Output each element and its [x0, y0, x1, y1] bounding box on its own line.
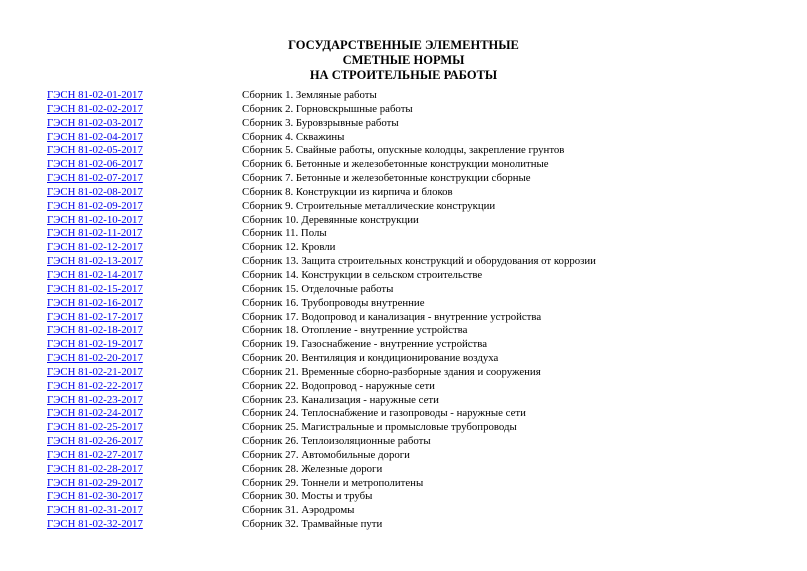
norm-code-link[interactable]: ГЭСН 81-02-29-2017	[47, 476, 143, 489]
norm-code-link[interactable]: ГЭСН 81-02-22-2017	[47, 379, 143, 392]
norm-collection-name: Сборник 18. Отопление - внутренние устройства	[242, 324, 468, 337]
norm-code-link[interactable]: ГЭСН 81-02-05-2017	[47, 144, 143, 157]
document-title	[0, 38, 807, 83]
norm-collection-name: Сборник 1. Земляные работы	[242, 89, 377, 101]
norm-collection-name: Сборник 14. Конструкции в сельском строительстве	[242, 268, 483, 281]
list-item	[0, 463, 807, 477]
list-item	[0, 103, 807, 117]
norm-collection-name: Сборник 7. Бетонные и железобетонные конструкции сборные	[242, 172, 531, 185]
norm-code-link[interactable]: ГЭСН 81-02-15-2017	[47, 282, 143, 295]
norm-collection-name: Сборник 21. Временные сборно-разборные здания и сооружения	[242, 365, 541, 378]
list-item	[0, 477, 807, 491]
norm-code-link[interactable]: ГЭСН 81-02-03-2017	[47, 116, 143, 129]
norm-collection-name: Сборник 20. Вентиляция и кондиционирование воздуха	[242, 352, 499, 365]
norm-collection-name: Сборник 30. Мосты и трубы	[242, 490, 373, 503]
norm-collection-name: Сборник 3. Буровзрывные работы	[242, 116, 399, 129]
norm-code-link[interactable]: ГЭСН 81-02-18-2017	[47, 324, 143, 337]
norm-code-link[interactable]: ГЭСН 81-02-30-2017	[47, 490, 143, 503]
norm-collection-name: Сборник 15. Отделочные работы	[242, 282, 394, 295]
list-item	[0, 200, 807, 214]
norm-code-link[interactable]: ГЭСН 81-02-11-2017	[47, 227, 143, 240]
norm-code-link[interactable]: ГЭСН 81-02-24-2017	[47, 407, 143, 420]
list-item	[0, 504, 807, 518]
norm-collection-name: Сборник 6. Бетонные и железобетонные конструкции монолитные	[242, 158, 549, 171]
list-item	[0, 311, 807, 325]
list-item	[0, 186, 807, 200]
list-item	[0, 214, 807, 228]
norm-collection-name: Сборник 28. Железные дороги	[242, 462, 383, 475]
norm-code-link[interactable]: ГЭСН 81-02-32-2017	[47, 518, 143, 531]
list-item	[0, 158, 807, 172]
list-item	[0, 131, 807, 145]
norm-code-link[interactable]: ГЭСН 81-02-21-2017	[47, 365, 143, 378]
list-item	[0, 366, 807, 380]
norm-code-link[interactable]: ГЭСН 81-02-26-2017	[47, 435, 143, 448]
norm-code-link[interactable]: ГЭСН 81-02-25-2017	[47, 421, 143, 434]
norm-collection-name: Сборник 23. Канализация - наружные сети	[242, 393, 439, 406]
norm-code-link[interactable]: ГЭСН 81-02-31-2017	[47, 504, 143, 517]
norm-collection-name: Сборник 4. Скважины	[242, 130, 345, 143]
norm-collection-name: Сборник 24. Теплоснабжение и газопроводы - наружные сети	[242, 407, 526, 420]
norm-code-link[interactable]: ГЭСН 81-02-07-2017	[47, 172, 143, 185]
norm-code-link[interactable]: ГЭСН 81-02-02-2017	[47, 102, 143, 115]
norm-code-link[interactable]: ГЭСН 81-02-14-2017	[47, 268, 143, 281]
list-item	[0, 380, 807, 394]
list-item	[0, 394, 807, 408]
list-item	[0, 283, 807, 297]
norm-collection-name: Сборник 32. Трамвайные пути	[242, 518, 383, 531]
list-item	[0, 352, 807, 366]
list-item	[0, 490, 807, 504]
title-line-1: ГОСУДАРСТВЕННЫЕ ЭЛЕМЕНТНЫЕ	[288, 38, 519, 52]
norm-code-link[interactable]: ГЭСН 81-02-04-2017	[47, 130, 143, 143]
norm-code-link[interactable]: ГЭСН 81-02-19-2017	[47, 338, 143, 351]
norm-code-link[interactable]: ГЭСН 81-02-10-2017	[47, 213, 143, 226]
list-item	[0, 144, 807, 158]
list-item	[0, 407, 807, 421]
norm-collection-name: Сборник 12. Кровли	[242, 241, 336, 254]
list-item	[0, 89, 807, 103]
list-item	[0, 172, 807, 186]
list-item	[0, 338, 807, 352]
norm-collection-name: Сборник 11. Полы	[242, 227, 327, 240]
norm-code-link[interactable]: ГЭСН 81-02-12-2017	[47, 241, 143, 254]
list-item	[0, 435, 807, 449]
norm-code-link[interactable]: ГЭСН 81-02-01-2017	[47, 89, 143, 101]
norm-collection-name: Сборник 13. Защита строительных конструкций и оборудования от коррозии	[242, 255, 596, 268]
norm-collection-name: Сборник 29. Тоннели и метрополитены	[242, 476, 424, 489]
norm-code-link[interactable]: ГЭСН 81-02-09-2017	[47, 199, 143, 212]
norms-list	[0, 89, 807, 532]
list-item	[0, 518, 807, 532]
norm-collection-name: Сборник 19. Газоснабжение - внутренние устройства	[242, 338, 488, 351]
norm-collection-name: Сборник 2. Горновскрышные работы	[242, 102, 413, 115]
norm-collection-name: Сборник 22. Водопровод - наружные сети	[242, 379, 435, 392]
list-item	[0, 227, 807, 241]
norm-collection-name: Сборник 27. Автомобильные дороги	[242, 448, 410, 461]
list-item	[0, 449, 807, 463]
norm-collection-name: Сборник 31. Аэродромы	[242, 504, 355, 517]
list-item	[0, 117, 807, 131]
norm-collection-name: Сборник 25. Магистральные и промысловые трубопроводы	[242, 421, 517, 434]
norm-collection-name: Сборник 17. Водопровод и канализация - внутренние устройства	[242, 310, 542, 323]
list-item	[0, 297, 807, 311]
list-item	[0, 269, 807, 283]
norm-code-link[interactable]: ГЭСН 81-02-20-2017	[47, 352, 143, 365]
norm-code-link[interactable]: ГЭСН 81-02-13-2017	[47, 255, 143, 268]
norm-code-link[interactable]: ГЭСН 81-02-06-2017	[47, 158, 143, 171]
norm-collection-name: Сборник 10. Деревянные конструкции	[242, 213, 419, 226]
title-line-2: СМЕТНЫЕ НОРМЫ	[342, 53, 465, 67]
title-line-3: НА СТРОИТЕЛЬНЫЕ РАБОТЫ	[309, 68, 498, 82]
norm-code-link[interactable]: ГЭСН 81-02-08-2017	[47, 185, 143, 198]
norm-collection-name: Сборник 26. Теплоизоляционные работы	[242, 435, 431, 448]
norm-code-link[interactable]: ГЭСН 81-02-17-2017	[47, 310, 143, 323]
norm-collection-name: Сборник 9. Строительные металлические конструкции	[242, 199, 496, 212]
norm-collection-name: Сборник 8. Конструкции из кирпича и блоков	[242, 185, 453, 198]
norm-collection-name: Сборник 16. Трубопроводы внутренние	[242, 296, 425, 309]
norm-code-link[interactable]: ГЭСН 81-02-27-2017	[47, 448, 143, 461]
norm-code-link[interactable]: ГЭСН 81-02-28-2017	[47, 462, 143, 475]
list-item	[0, 241, 807, 255]
list-item	[0, 324, 807, 338]
norm-code-link[interactable]: ГЭСН 81-02-23-2017	[47, 393, 143, 406]
list-item	[0, 255, 807, 269]
norm-code-link[interactable]: ГЭСН 81-02-16-2017	[47, 296, 143, 309]
norm-collection-name: Сборник 5. Свайные работы, опускные колодцы, закрепление грунтов	[242, 144, 565, 157]
list-item	[0, 421, 807, 435]
